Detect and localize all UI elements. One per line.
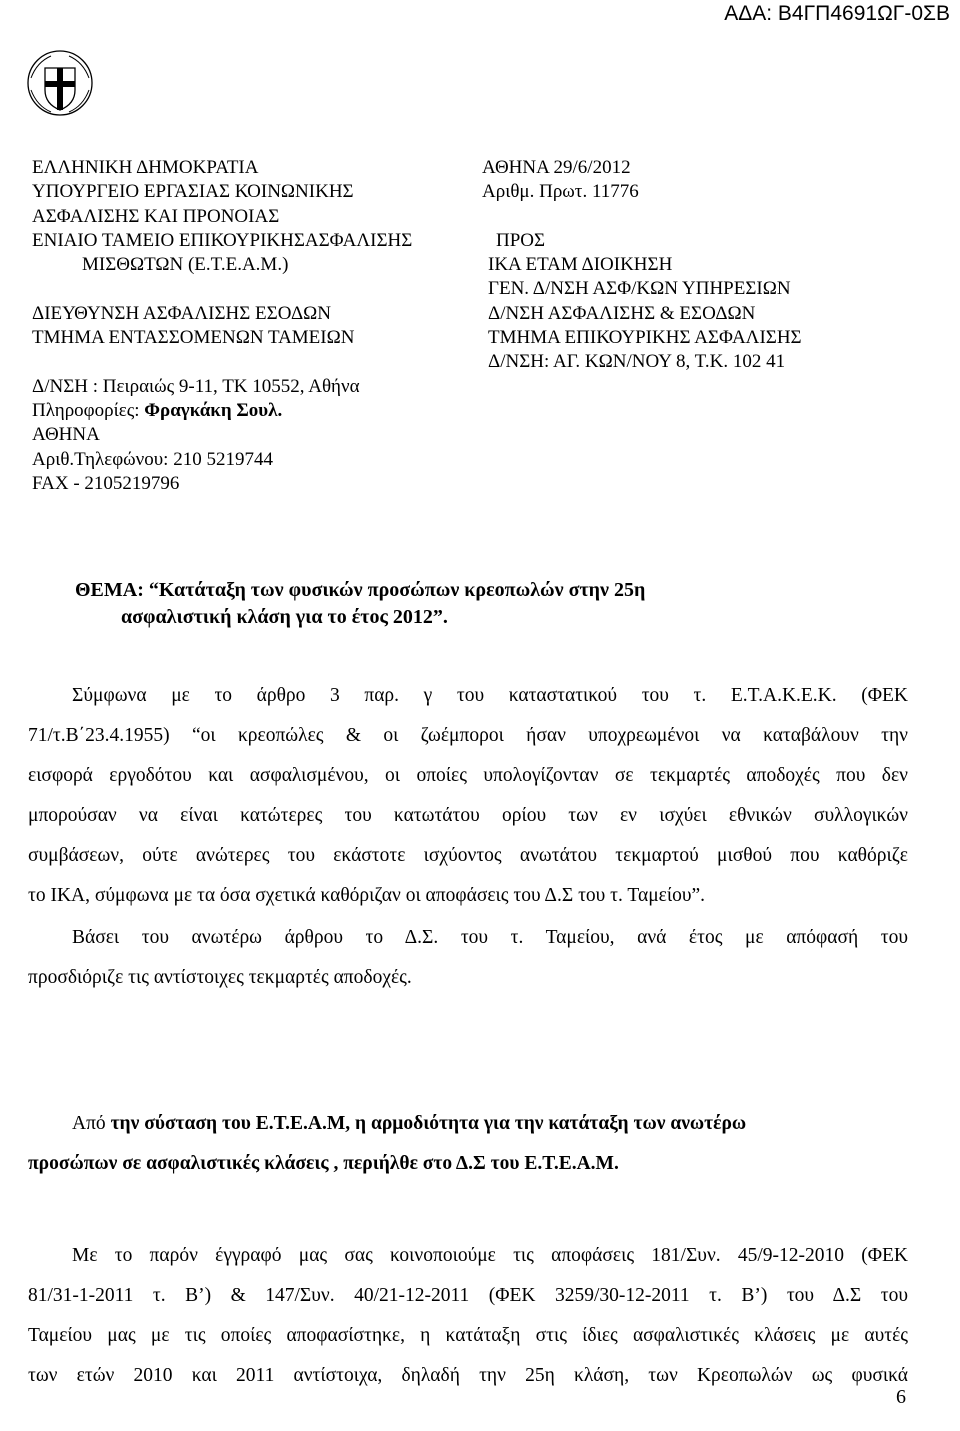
page-number: 6 bbox=[896, 1386, 906, 1408]
paragraph-text: Από bbox=[72, 1113, 111, 1134]
protocol-number: Αριθμ. Πρωτ. 11776 bbox=[482, 181, 639, 203]
sender-line: ΕΛΛΗΝΙΚΗ ΔΗΜΟΚΡΑΤΙΑ bbox=[32, 157, 259, 178]
recipient-line: ΓΕΝ. Δ/ΝΣΗ ΑΣΦ/ΚΩΝ ΥΠΗΡΕΣΙΩΝ bbox=[488, 278, 791, 300]
paragraph-line: Με το παρόν έγγραφό μας σας κοινοποιούμε τις αποφάσεις 181/Συν. 45/9-12-2010 (ΦΕΚ bbox=[72, 1245, 908, 1266]
paragraph-line: των ετών 2010 και 2011 αντίστοιχα, δηλαδή την 25η κλάση, των Κρεοπωλών ως φυσικά bbox=[28, 1365, 908, 1386]
info-label: Πληροφορίες: bbox=[32, 399, 145, 421]
recipient-block bbox=[482, 156, 802, 375]
paragraph-3 bbox=[28, 1104, 908, 1184]
paragraph-bold-text: την σύσταση του Ε.Τ.Ε.Α.Μ, η αρμοδιότητα για την κατάταξη των ανωτέρω bbox=[110, 1113, 747, 1134]
paragraph-line: Ταμείου μας με τις οποίες αποφασίστηκε, η κατάταξη στις ίδιες ασφαλιστικές κλάσεις με αυτές bbox=[28, 1325, 908, 1346]
sender-fax: FAX - 2105219796 bbox=[32, 472, 180, 494]
subject-line-2: ασφαλιστική κλάση για το έτος 2012”. bbox=[121, 606, 448, 628]
subject bbox=[75, 577, 645, 631]
sender-line: ΤΜΗΜΑ ΕΝΤΑΣΣΟΜΕΝΩΝ ΤΑΜΕΙΩΝ bbox=[32, 327, 355, 349]
sender-phone: Αριθ.Τηλεφώνου: 210 5219744 bbox=[32, 448, 273, 470]
sender-line: ΔΙΕΥΘΥΝΣΗ ΑΣΦΑΛΙΣΗΣ ΕΣΟΔΩΝ bbox=[32, 302, 332, 324]
ada-code: ΑΔΑ: Β4ΓΠ4691ΩΓ-0ΣΒ bbox=[724, 2, 950, 25]
paragraph-line: μπορούσαν να είναι κατώτερες του κατωτάτου ορίου των εν ισχύει εθνικών συλλογικών bbox=[28, 805, 908, 826]
paragraph-1 bbox=[28, 676, 908, 916]
paragraph-line: συμβάσεων, ούτε ανώτερες του εκάστοτε ισχύοντος ανωτάτου τεκμαρτού μισθού που καθόριζε bbox=[28, 845, 908, 866]
sender-city: ΑΘΗΝΑ bbox=[32, 424, 100, 446]
document-date: ΑΘΗΝΑ 29/6/2012 bbox=[482, 157, 631, 178]
paragraph-line: το ΙΚΑ, σύμφωνα με τα όσα σχετικά καθόριζαν οι αποφάσεις του Δ.Σ του τ. Ταμείου”. bbox=[28, 885, 706, 906]
paragraph-line bbox=[28, 1104, 908, 1144]
sender-line bbox=[32, 350, 412, 374]
paragraph-line: 71/τ.Β΄23.4.1955) “οι κρεοπώλες & οι ζωέμποροι ήσαν υποχρεωμένοι να καταβάλουν την bbox=[28, 725, 908, 746]
sender-line: ΥΠΟΥΡΓΕΙΟ ΕΡΓΑΣΙΑΣ ΚΟΙΝΩΝΙΚΗΣ bbox=[32, 181, 354, 203]
greek-emblem-icon bbox=[25, 48, 95, 118]
paragraph-line: προσώπων σε ασφαλιστικές κλάσεις , περιήλθε στο Δ.Σ του Ε.Τ.Ε.Α.Μ. bbox=[28, 1153, 619, 1174]
paragraph-line: 81/31-1-2011 τ. Β’) & 147/Συν. 40/21-12-2011 (ΦΕΚ 3259/30-12-2011 τ. Β’) του Δ.Σ του bbox=[28, 1285, 908, 1306]
sender-line: ΜΙΣΘΩΤΩΝ (Ε.Τ.Ε.Α.Μ.) bbox=[82, 254, 289, 276]
paragraph-4 bbox=[28, 1236, 908, 1396]
paragraph-line: εισφορά εργοδότου και ασφαλισμένου, οι οποίες υπολογίζονταν σε τεκμαρτές αποδοχές που δεν bbox=[28, 765, 908, 786]
recipient-line: Δ/ΝΣΗ: ΑΓ. ΚΩΝ/ΝΟΥ 8, Τ.Κ. 102 41 bbox=[488, 351, 786, 373]
to-label: ΠΡΟΣ bbox=[496, 229, 546, 251]
sender-line bbox=[32, 277, 412, 301]
sender-info bbox=[32, 399, 412, 423]
paragraph-line: Σύμφωνα με το άρθρο 3 παρ. γ του καταστατικού του τ. Ε.Τ.Α.Κ.Ε.Κ. (ΦΕΚ bbox=[72, 685, 908, 706]
sender-line: ΑΣΦΑΛΙΣΗΣ ΚΑΙ ΠΡΟΝΟΙΑΣ bbox=[32, 205, 280, 227]
paragraph-line: προσδιόριζε τις αντίστοιχες τεκμαρτές αποδοχές. bbox=[28, 967, 412, 988]
sender-block bbox=[32, 156, 412, 496]
info-name: Φραγκάκη Σουλ. bbox=[144, 399, 283, 421]
recipient-line: ΙΚΑ ΕΤΑΜ ΔΙΟΙΚΗΣΗ bbox=[488, 254, 673, 276]
recipient-line: Δ/ΝΣΗ ΑΣΦΑΛΙΣΗΣ & ΕΣΟΔΩΝ bbox=[488, 302, 756, 324]
recipient-line: ΤΜΗΜΑ ΕΠΙΚΟΥΡΙΚΗΣ ΑΣΦΑΛΙΣΗΣ bbox=[488, 327, 802, 349]
sender-address: Δ/ΝΣΗ : Πειραιώς 9-11, ΤΚ 10552, Αθήνα bbox=[32, 375, 360, 397]
paragraph-line: Βάσει του ανωτέρω άρθρου το Δ.Σ. του τ. Ταμείου, ανά έτος με απόφασή του bbox=[72, 927, 908, 948]
sender-line: ΕΝΙΑΙΟ ΤΑΜΕΙΟ ΕΠΙΚΟΥΡΙΚΗΣΑΣΦΑΛΙΣΗΣ bbox=[32, 229, 413, 251]
subject-line-1: ΘΕΜΑ: “Κατάταξη των φυσικών προσώπων κρεοπωλών στην 25η bbox=[75, 579, 646, 601]
paragraph-2 bbox=[28, 918, 908, 998]
